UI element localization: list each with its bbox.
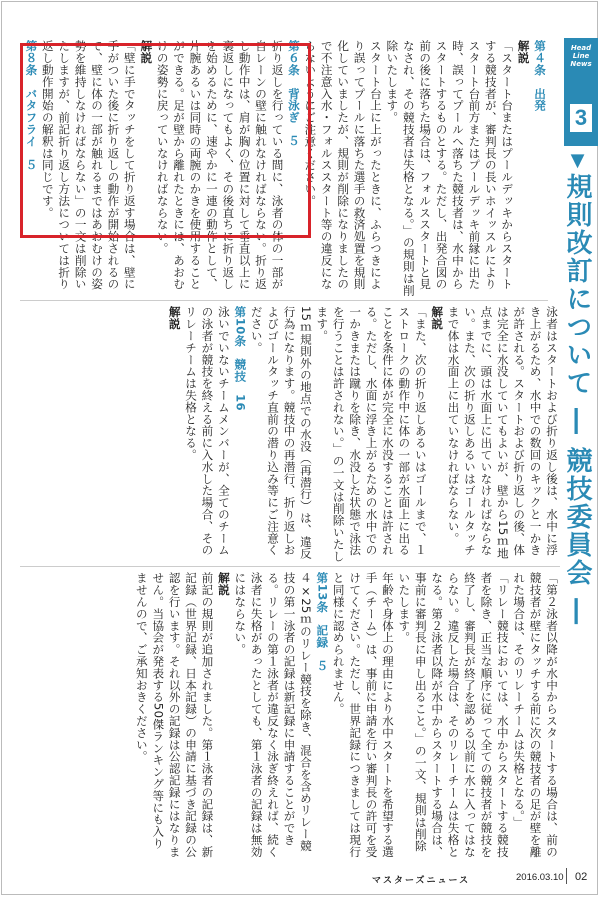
body-paragraph: 泳者はスタートおよび折り返し後は、水中に浮き上がるため、水中での数回のキックと一かきが許される。スタートおよび折り返しの後、体は完全に水没していてもよいが、壁から15ｍ地点までに、頭は水面上に出ていなければならない。また、次の折り返しあるいはゴールタッチまで体は水面上に出ていなければならない。 <box>446 306 559 560</box>
footer-date: 2016.03.10 <box>516 872 564 883</box>
title-marker-icon: ▼ <box>567 150 588 173</box>
commentary-label: 解説 <box>430 306 445 330</box>
page-number: 02 <box>575 871 588 883</box>
article-heading: 第４条 出発 <box>533 40 547 112</box>
commentary-label: 解説 <box>139 40 154 64</box>
article-heading: 第13条 記録 ５ <box>315 572 330 673</box>
body-paragraph: 「スタート台またはプールデッキからスタートする競技者が、審判長の長いホイッスルによりスタート台前方またはプールデッキ前縁に出た時、誤ってプールへ落ちた競技者は、水中からスタートするものとする。ただし、出発合図の前の後に落ちた場合は、フォルススタートと見なされ、その競技者は失格となる。」の規則は削除いたします。 スタート台上に上がったときに、ふらつきにより誤ってプールに落ちた選手の救済処置を規則化していましたが、規則が削除になりましたので不注意入水・フォルススタート等の違反にならないようにご注意ください。 <box>303 40 515 296</box>
body-paragraph: 泳いでいないチームメンバーが、全てのチームの泳者が競技を終える前に入水した場合、そのリレーチームは失格となる。 <box>184 306 231 556</box>
body-paragraph: 前記の規則が追加されました。第１泳者の記録は、新記録（世界記録、日本記録）の申請に基づき記録の公認を行います。それ以外の記録は公認記録にはなりません。当協会が発表する50傑ランキング等にも入りませんので、ご承知おきください。 <box>134 572 215 858</box>
commentary-label: 解説 <box>516 40 531 64</box>
commentary-label: 解説 <box>216 572 231 596</box>
footer-newsletter-name: マスターズニュース <box>372 876 471 886</box>
body-paragraph: ４×25ｍのリレー競技を除き、混合を含めリレー競技の第一泳者の記録は新記録に申請することができる。リレーの第１泳者が違反なく泳ぎ終えれば、続く泳者に失格があったとしても、第１泳者の記録は無効にはならない。 <box>233 572 313 858</box>
article-column-middle <box>20 306 560 564</box>
badge-text: Head Line News <box>570 44 592 68</box>
page-title <box>560 150 594 627</box>
title-text: 規則改訂について ― 競技委員会 ― <box>562 173 592 627</box>
column-divider <box>20 566 560 567</box>
column-divider <box>20 300 548 301</box>
article-column-bottom <box>20 572 560 858</box>
body-paragraph: 折り返しを行っている間に、泳者の体の一部が自レーンの壁に触れなければならない。折り返し動作中は、肩が胸の位置に対して垂直以上に裏返しになってもよく、その後直ちに折り返しを始めるために、速やかに一連の動作として、片腕あるいは同時の両腕のかきを使用することができる。足が壁から離れたときには、あおむけの姿勢に戻っていなければならない。 <box>155 40 285 290</box>
article-heading: 第８条 バタフライ ５ <box>24 40 39 171</box>
highlight-box <box>20 43 311 238</box>
body-paragraph: 「また、次の折り返しあるいはゴールまで、１ストロークの動作中に体の一部が水面上に出ることを条件に体が完全に水没することは許される。ただし、水面に浮き上がるための水中での一かきまたは蹴りを除き、水没した状態で泳法を行うことは許されない。」の一文は削除いたします。 15ｍ規則外の地点での水没（再潜行）は、違反行為になります。競技中の再潜行、折り返しおよびゴールタッチ直前の潜り込み等にご注意ください。 <box>249 306 428 562</box>
footer-divider <box>566 868 567 884</box>
body-paragraph: 年齢や身体上の理由により水中スタートを希望する選手（チーム）は、事前に申請を行い審判長の許可を受けてください。ただし、世界記録につきましては現行と同様に認められません。 <box>331 572 395 858</box>
article-heading: 第10条 競技 16 <box>233 306 248 411</box>
headline-news-badge <box>564 38 598 146</box>
body-paragraph: 「壁に手でタッチをして折り返す場合は、壁に手がついた後に折り返しの動作が開始されるので、壁に体の一部が触れるまではあおむけの姿勢を維持しなければならない」の一文は削除いたしますが、前記折り返し方法については折り返し動作開始の解釈は同じです。 <box>40 40 137 290</box>
article-heading: 第６条 背泳ぎ ５ <box>286 40 301 148</box>
commentary-label: 解説 <box>167 306 182 330</box>
section-number: 3 <box>570 104 592 132</box>
body-paragraph: 「第２泳者以降が水中からスタートする場合は、前の競技者が壁にタッチする前に次の競技者の足が壁を離れた場合は、そのリレーチームは失格となる。」 「リレー競技においては、水中からスタートする競技者を除き、正当な順序に従って全ての競技者が競技を終了し、審判長が終了を認める以前に水に入ってはならない。違反した場合は、そのリレーチームは失格となる。第２泳者以降が水中からスタートする場合は、事前に審判長に申し出ること。」の一文、規則は削除いたします。 <box>397 572 559 858</box>
